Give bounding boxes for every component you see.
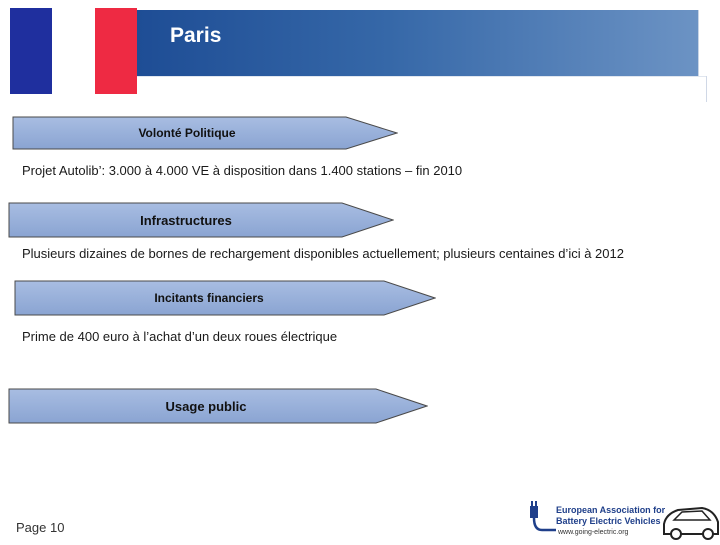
- flag-blue-stripe: [10, 8, 52, 94]
- logo-line-1: European Association for: [556, 505, 666, 515]
- arrow-infrastructures: [8, 202, 394, 238]
- logo-line-2: Battery Electric Vehicles: [556, 516, 661, 526]
- title-bar-end: [698, 10, 707, 76]
- arrow-label: Incitants financiers: [154, 291, 264, 305]
- arrow-volonte-politique: [12, 116, 398, 150]
- arrow-label: Infrastructures: [140, 213, 232, 228]
- arrow-incitants-financiers: [14, 280, 436, 316]
- arrow-label: Volonté Politique: [138, 126, 236, 140]
- section-text: Projet Autolib’: 3.000 à 4.000 VE à disposition dans 1.400 stations – fin 2010: [22, 163, 463, 178]
- section-text: Prime de 400 euro à l’achat d’un deux roues électrique: [22, 329, 338, 344]
- header-frame-line: [706, 76, 707, 102]
- arrow-usage-public: [8, 388, 428, 424]
- page-number: Page 10: [16, 520, 65, 535]
- page-title: Paris: [170, 24, 222, 47]
- flag-white-stripe: [52, 8, 95, 94]
- section-text: Plusieurs dizaines de bornes de rechargement disponibles actuellement; plusieurs centaines d’ici à 2012: [22, 246, 624, 261]
- arrow-label: Usage public: [165, 399, 247, 414]
- header-divider: [137, 76, 707, 77]
- aebev-logo: [526, 498, 720, 540]
- logo-url: www.going-electric.org: [558, 529, 629, 536]
- flag-red-stripe: [95, 8, 137, 94]
